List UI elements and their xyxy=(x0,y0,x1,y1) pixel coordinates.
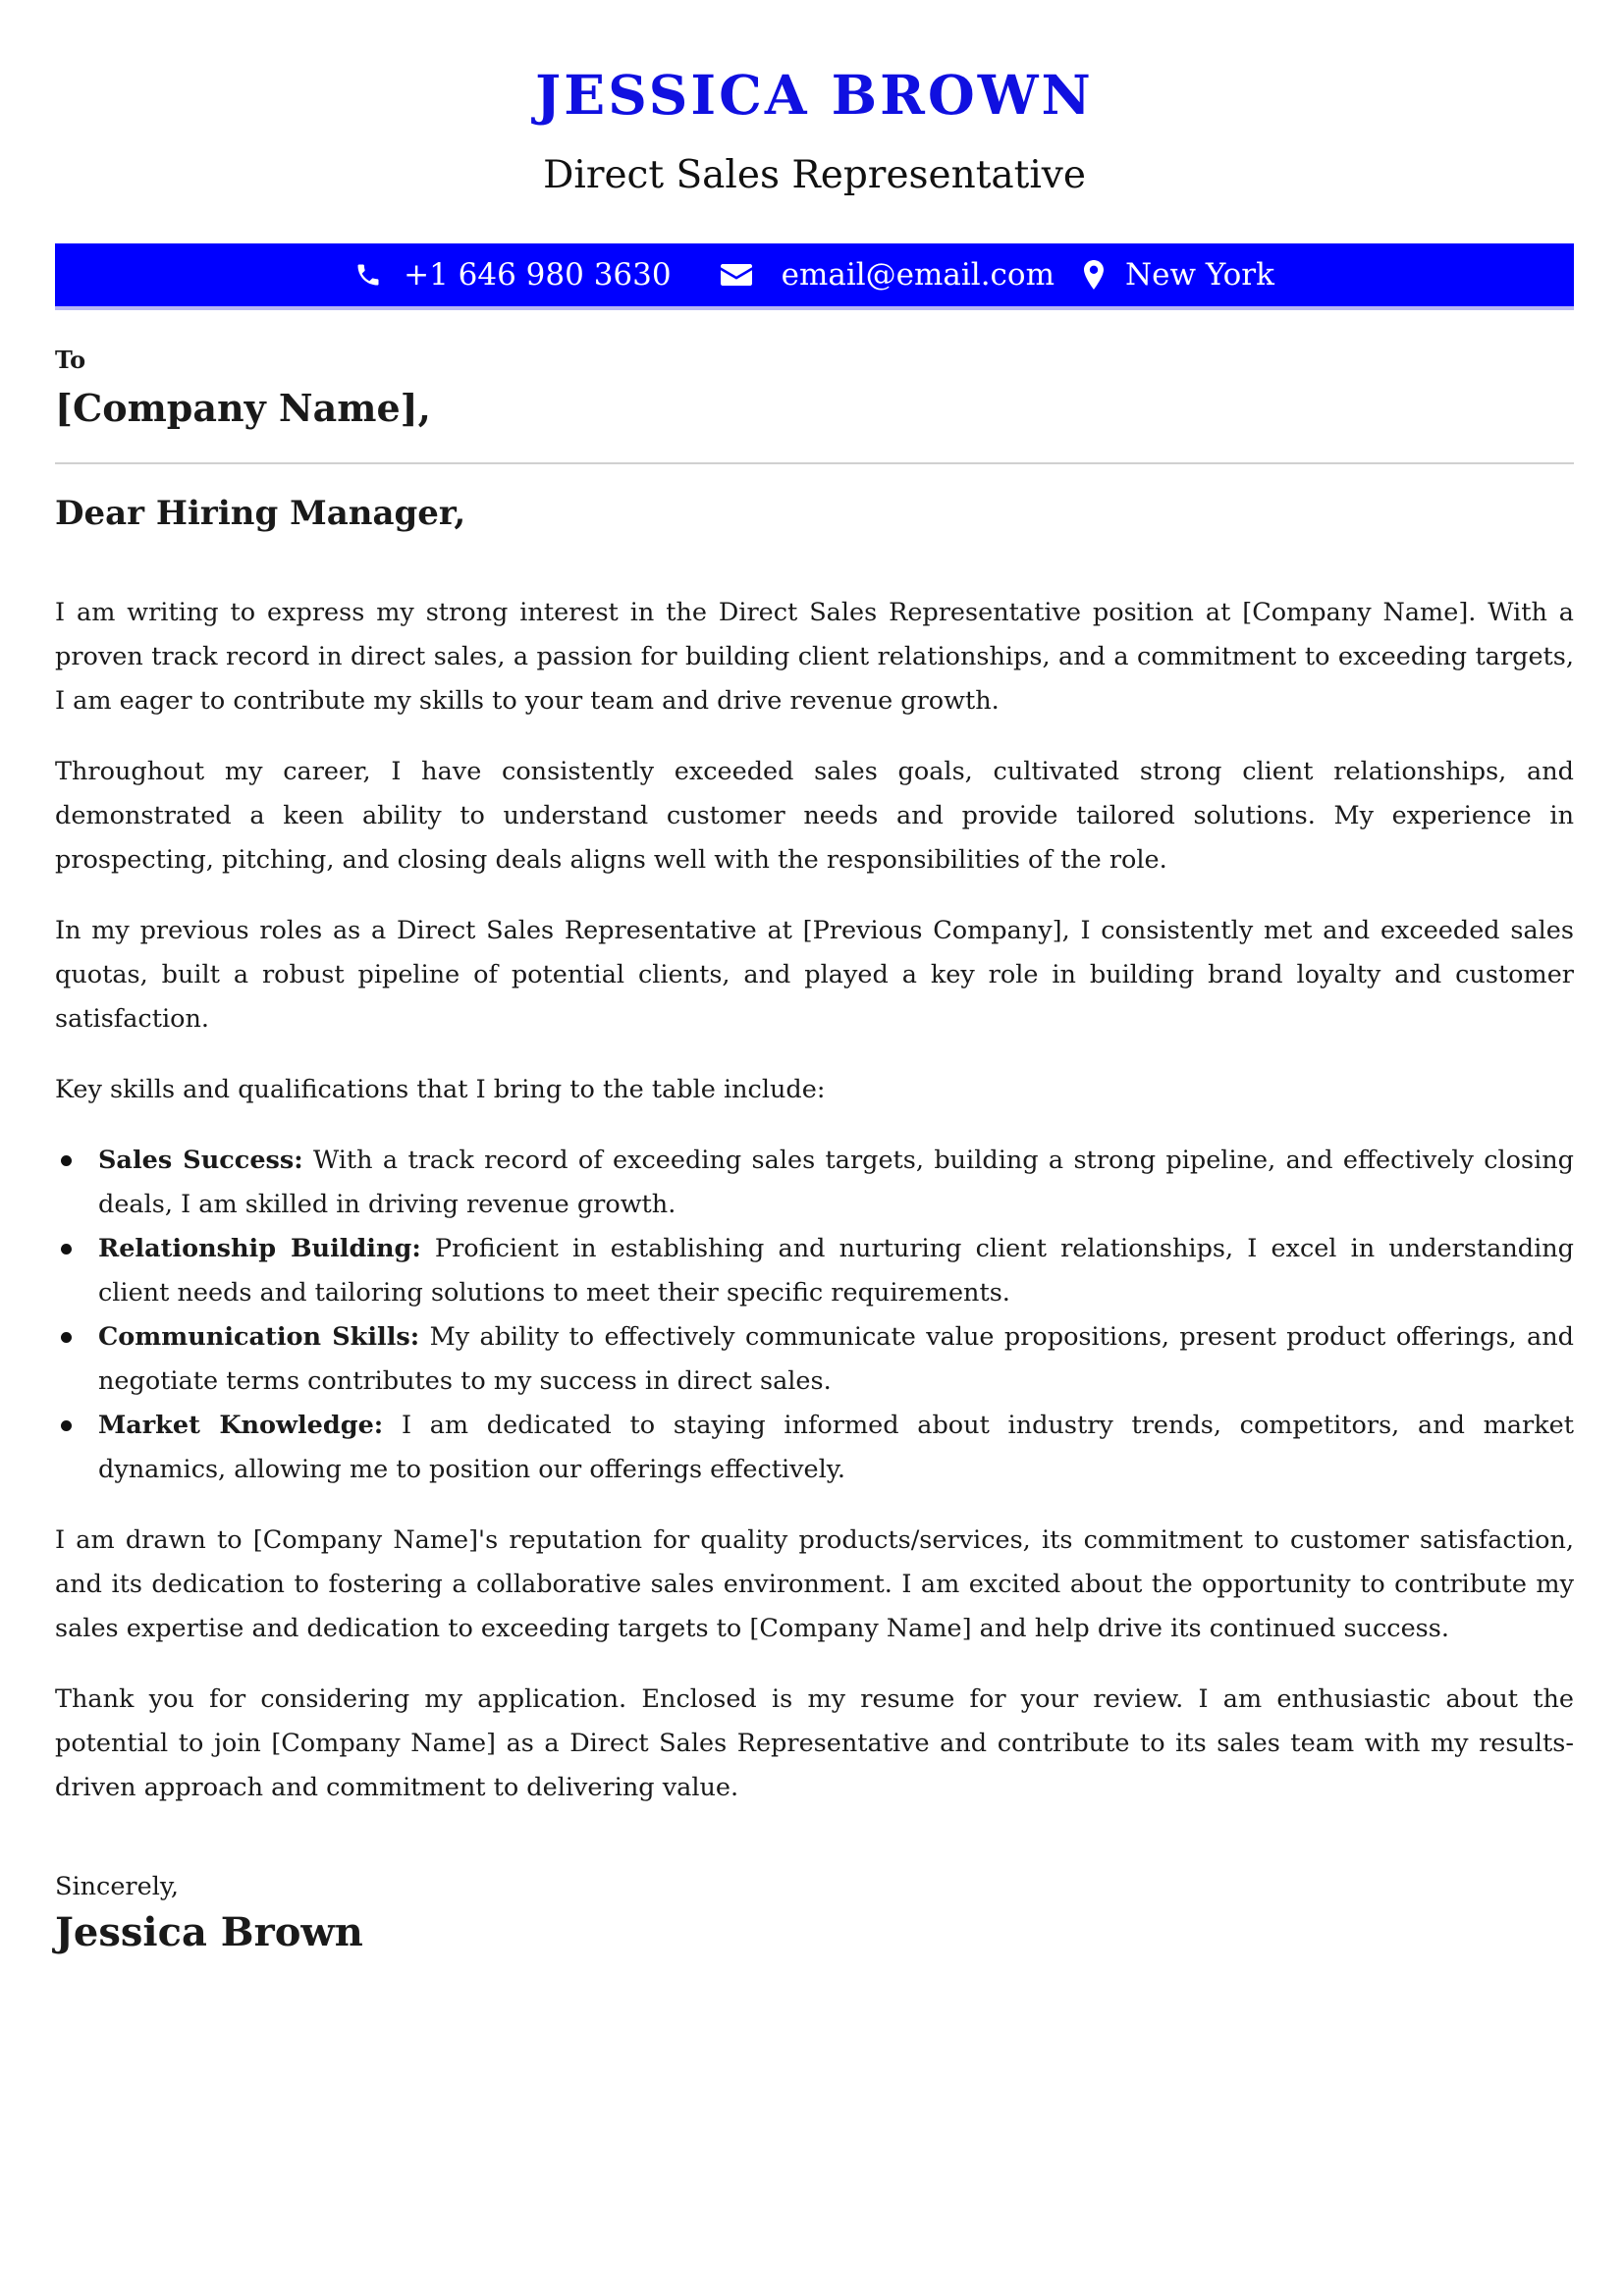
skills-list xyxy=(55,1139,1574,1492)
section-divider xyxy=(55,462,1574,464)
skill-text: My ability to effectively communicate value propositions, present product offerings, and negotiate terms contributes to my success in direct sales. xyxy=(98,1322,1575,1396)
skill-text: Proficient in establishing and nurturing client relationships, I excel in understanding client needs and tailoring solutions to meet their specific requirements. xyxy=(98,1234,1574,1308)
phone-number: +1 646 980 3630 xyxy=(404,257,672,293)
map-marker-icon xyxy=(1084,260,1104,290)
contact-email xyxy=(721,255,1055,294)
skill-text: I am dedicated to staying informed about industry trends, competitors, and market dynamics, allowing me to position our offerings effectively. xyxy=(98,1411,1575,1484)
bullet-icon xyxy=(61,1420,72,1431)
skill-item xyxy=(55,1404,1574,1492)
paragraph-previous-roles: In my previous roles as a Direct Sales Representative at [Previous Company], I consistently met and exceeded sales quotas, built a robust pipeline of potential clients, and played a key role in building brand loyalty and customer satisfaction. xyxy=(55,916,1574,1034)
paragraph-thank-you: Thank you for considering my application. Enclosed is my resume for your review. I am enthusiastic about the potential to join [Company Name] as a Direct Sales Representative and contribute to its sales team with my results-driven approach and commitment to delivering value. xyxy=(55,1684,1574,1802)
envelope-icon xyxy=(721,262,752,288)
skill-item xyxy=(55,1139,1574,1227)
skill-title: Relationship Building: xyxy=(98,1234,421,1263)
applicant-name: JESSICA BROWN xyxy=(535,63,1094,127)
recipient-company: [Company Name], xyxy=(55,386,431,430)
bullet-icon xyxy=(61,1244,72,1255)
signature-name: Jessica Brown xyxy=(55,1909,363,1955)
skill-text: With a track record of exceeding sales targets, building a strong pipeline, and effectively closing deals, I am skilled in driving revenue growth. xyxy=(98,1146,1574,1219)
paragraph-skills-intro: Key skills and qualifications that I bring to the table include: xyxy=(55,1075,826,1104)
letter-body xyxy=(55,591,1574,1837)
paragraph-company-interest: I am drawn to [Company Name]'s reputation for quality products/services, its commitment to customer satisfaction, and its dedication to fostering a collaborative sales environment. I am excited about the opportunity to contribute my sales expertise and dedication to exceeding targets to [Company Name] and help drive its continued success. xyxy=(55,1525,1574,1643)
location-text: New York xyxy=(1124,257,1274,293)
skill-item xyxy=(55,1315,1574,1404)
bullet-icon xyxy=(61,1155,72,1166)
job-title: Direct Sales Representative xyxy=(543,153,1086,197)
contact-location xyxy=(1084,255,1274,294)
skill-title: Market Knowledge: xyxy=(98,1411,384,1440)
salutation: Dear Hiring Manager, xyxy=(55,494,466,533)
contact-phone xyxy=(354,255,672,294)
skill-title: Sales Success: xyxy=(98,1146,303,1175)
phone-icon xyxy=(354,261,382,289)
paragraph-career: Throughout my career, I have consistently exceeded sales goals, cultivated strong client relationships, and demonstrated a keen ability to understand customer needs and provide tailored solutions. My experience in prospecting, pitching, and closing deals aligns well with the responsibilities of the role. xyxy=(55,757,1574,875)
email-address: email@email.com xyxy=(781,257,1055,293)
to-label: To xyxy=(55,346,86,374)
sign-off: Sincerely, xyxy=(55,1872,179,1901)
contact-bar xyxy=(55,243,1574,310)
paragraph-intro: I am writing to express my strong interest in the Direct Sales Representative position at [Company Name]. With a proven track record in direct sales, a passion for building client relationships, and a commitment to exceeding targets, I am eager to contribute my skills to your team and drive revenue growth. xyxy=(55,598,1574,716)
skill-title: Communication Skills: xyxy=(98,1322,420,1352)
bullet-icon xyxy=(61,1332,72,1343)
skill-item xyxy=(55,1227,1574,1315)
